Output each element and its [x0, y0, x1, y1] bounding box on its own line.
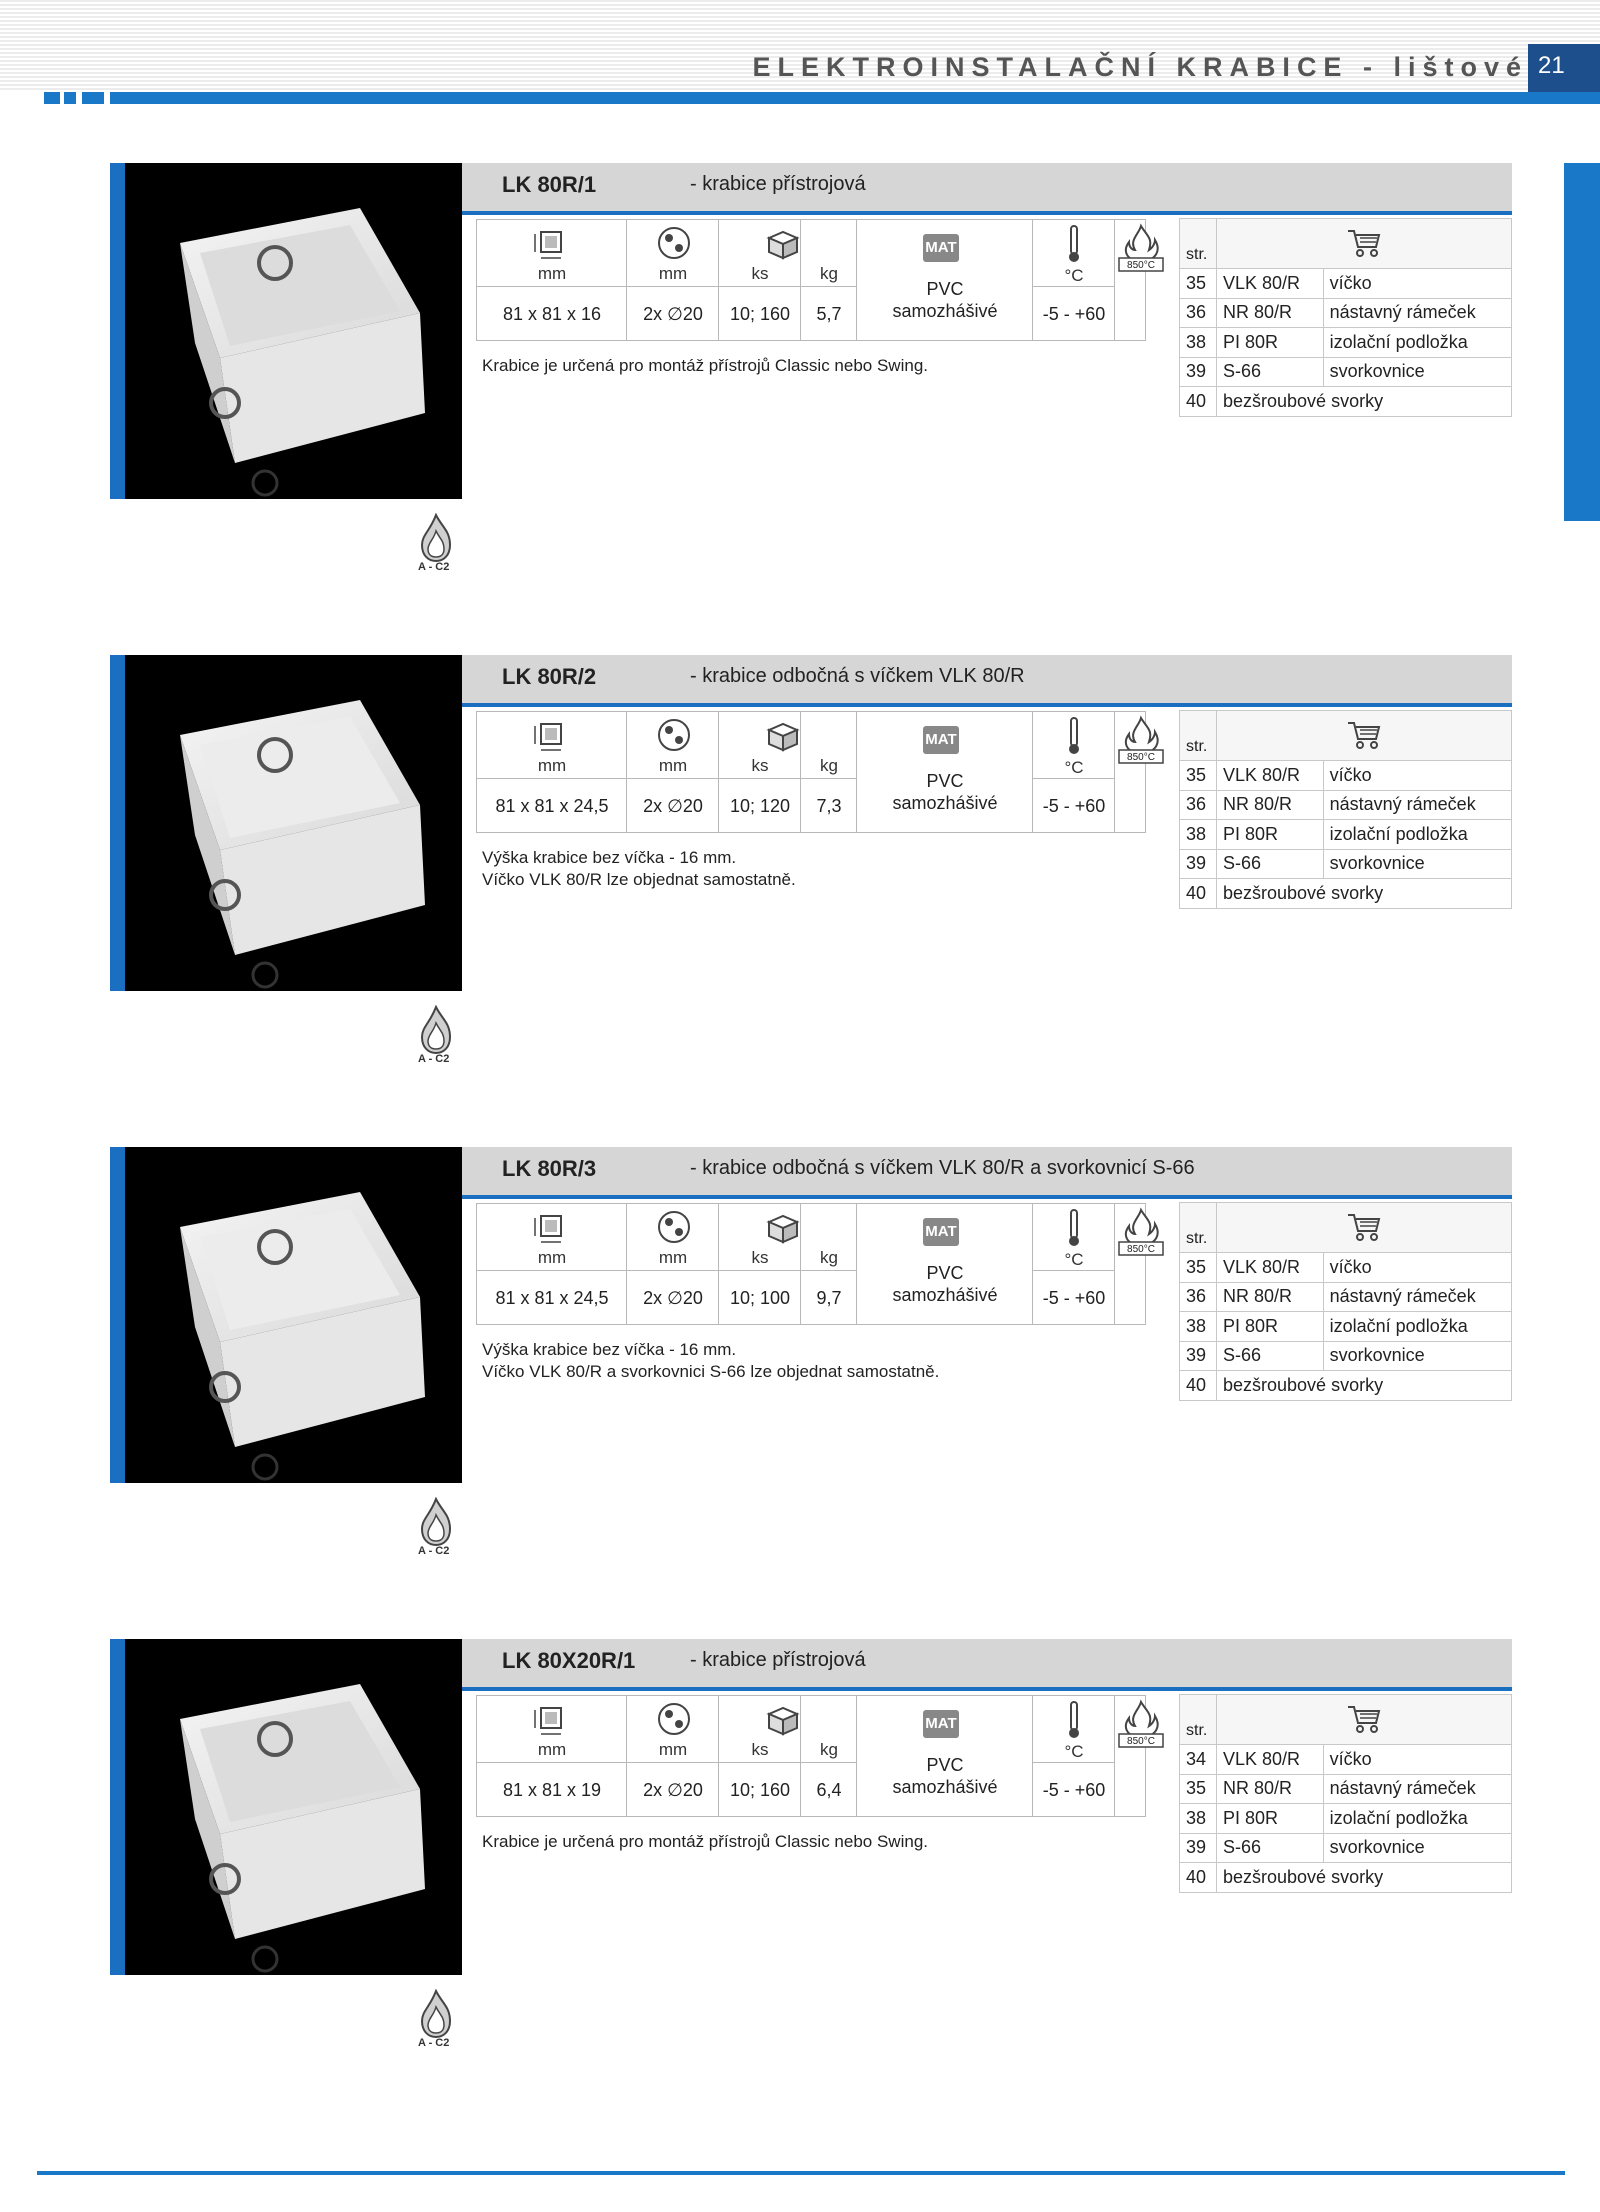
unit-label: °C [1064, 1250, 1084, 1269]
product-code: LK 80R/2 [502, 664, 597, 689]
spec-table [476, 219, 1155, 341]
accessory-code: VLK 80/R [1217, 1745, 1324, 1775]
fire-rating-label: 850°C [1127, 1736, 1155, 1747]
cable-entry-icon [657, 1210, 691, 1244]
accessory-row [1180, 790, 1512, 820]
product-photo [110, 163, 462, 499]
fire-rating-icon [1117, 1206, 1165, 1258]
unit-label: mm [658, 1740, 688, 1759]
accessory-name: svorkovnice [1323, 1341, 1511, 1371]
spec-table [476, 1695, 1155, 1817]
accessory-row [1180, 328, 1512, 358]
photo-accent-stripe [110, 163, 125, 499]
package-icon [763, 1210, 803, 1244]
unit-label: °C [1064, 266, 1084, 285]
material-value: PVC samozhášivé [892, 1263, 998, 1305]
entries-value: 2x ∅20 [643, 1780, 703, 1800]
accessory-code: NR 80/R [1217, 790, 1324, 820]
accessory-code: bezšroubové svorky [1217, 1371, 1512, 1401]
accessory-code: PI 80R [1217, 1804, 1324, 1834]
accessory-page: 35 [1180, 761, 1217, 791]
accessory-code: bezšroubové svorky [1217, 879, 1512, 909]
cable-entry-icon [657, 1702, 691, 1736]
accessory-page: 40 [1180, 1863, 1217, 1893]
accessory-code: S-66 [1217, 1833, 1324, 1863]
dimensions-icon [531, 228, 571, 262]
accessory-code: VLK 80/R [1217, 1253, 1324, 1283]
dimensions-value: 81 x 81 x 24,5 [495, 1288, 609, 1308]
accessory-name: víčko [1323, 761, 1511, 791]
product-description: - krabice odbočná s víčkem VLK 80/R a svorkovnicí S-66 [690, 1157, 1195, 1179]
accessory-name: nástavný rámeček [1323, 298, 1511, 328]
accessory-row [1180, 298, 1512, 328]
weight-value: 5,7 [816, 304, 842, 324]
unit-label: kg [820, 1740, 838, 1759]
accessory-code: NR 80/R [1217, 298, 1324, 328]
entries-value: 2x ∅20 [643, 1288, 703, 1308]
flammability-class: A - C2 [418, 2037, 450, 2049]
page-number: 21 [1528, 44, 1600, 92]
product-title-bar [462, 655, 1512, 707]
accessory-code: NR 80/R [1217, 1282, 1324, 1312]
accessory-name: víčko [1323, 1745, 1511, 1775]
shopping-cart-icon [1346, 227, 1382, 259]
unit-label: ks [751, 1248, 769, 1267]
header-decor-square [64, 92, 76, 104]
accessory-row [1180, 1371, 1512, 1401]
accessory-code: PI 80R [1217, 1312, 1324, 1342]
accessory-row [1180, 387, 1512, 417]
product-description: - krabice přístrojová [690, 173, 866, 195]
pack-value: 10; 160 [729, 304, 791, 324]
product-photo [110, 655, 462, 991]
accessory-name: svorkovnice [1323, 849, 1511, 879]
shopping-cart-icon [1346, 1703, 1382, 1735]
accessory-row [1180, 1833, 1512, 1863]
accessory-row [1180, 1745, 1512, 1775]
fire-rating-label: 850°C [1127, 1244, 1155, 1255]
dimensions-icon [531, 1704, 571, 1738]
unit-label: kg [820, 264, 838, 283]
accessory-code: S-66 [1217, 849, 1324, 879]
material-icon: MAT [923, 1710, 959, 1738]
accessory-row [1180, 1774, 1512, 1804]
accessory-name: izolační podložka [1323, 328, 1511, 358]
header-decor-square [82, 92, 104, 104]
shopping-cart-icon [1346, 1211, 1382, 1243]
accessory-name: svorkovnice [1323, 1833, 1511, 1863]
unit-label: ks [751, 756, 769, 775]
flammability-icon [416, 1497, 456, 1547]
accessory-code: VLK 80/R [1217, 761, 1324, 791]
material-value: PVC samozhášivé [892, 279, 998, 321]
accessory-code: S-66 [1217, 357, 1324, 387]
cable-entry-icon [657, 718, 691, 752]
spec-table [476, 1203, 1155, 1325]
accessories-table [1179, 1202, 1512, 1401]
pack-value: 10; 120 [729, 796, 791, 816]
flammability-class: A - C2 [418, 1545, 450, 1557]
accessories-table [1179, 1694, 1512, 1893]
spec-table [476, 711, 1155, 833]
unit-label: mm [537, 1740, 567, 1759]
fire-rating-label: 850°C [1127, 752, 1155, 763]
unit-label: mm [537, 756, 567, 775]
accessory-name: izolační podložka [1323, 1804, 1511, 1834]
accessory-page: 35 [1180, 1253, 1217, 1283]
accessory-page: 38 [1180, 328, 1217, 358]
accessory-code: VLK 80/R [1217, 269, 1324, 299]
footer-rule [37, 2171, 1565, 2175]
flammability-icon [416, 513, 456, 563]
thermometer-icon [1065, 1700, 1083, 1740]
accessory-page: 39 [1180, 1341, 1217, 1371]
unit-label: kg [820, 756, 838, 775]
flammability-class: A - C2 [418, 561, 450, 573]
temperature-value: -5 - +60 [1042, 304, 1106, 324]
accessory-page: 39 [1180, 1833, 1217, 1863]
accessories-header-page: str. [1180, 219, 1217, 269]
product-photo [110, 1639, 462, 1975]
accessory-page: 40 [1180, 1371, 1217, 1401]
unit-label: mm [537, 1248, 567, 1267]
product-note: Víčko VLK 80/R a svorkovnici S-66 lze objednat samostatně. [482, 1362, 940, 1381]
flammability-icon [416, 1005, 456, 1055]
header-rule [110, 92, 1600, 104]
fire-rating-icon [1117, 1698, 1165, 1750]
accessory-page: 35 [1180, 1774, 1217, 1804]
accessory-row [1180, 1253, 1512, 1283]
product-note: Výška krabice bez víčka - 16 mm. [482, 1340, 737, 1359]
accessory-row [1180, 1312, 1512, 1342]
product-box-image [125, 1147, 462, 1483]
weight-value: 7,3 [816, 796, 842, 816]
product-block [0, 1639, 1600, 2109]
material-icon: MAT [923, 726, 959, 754]
dimensions-icon [531, 720, 571, 754]
temperature-value: -5 - +60 [1042, 1780, 1106, 1800]
shopping-cart-icon [1346, 719, 1382, 751]
material-value: PVC samozhášivé [892, 771, 998, 813]
accessory-row [1180, 849, 1512, 879]
material-icon: MAT [923, 234, 959, 262]
product-block [0, 163, 1600, 633]
product-note: Víčko VLK 80/R lze objednat samostatně. [482, 870, 796, 889]
accessory-code: PI 80R [1217, 328, 1324, 358]
entries-value: 2x ∅20 [643, 796, 703, 816]
accessory-row [1180, 820, 1512, 850]
thermometer-icon [1065, 1208, 1083, 1248]
fire-rating-icon [1117, 714, 1165, 766]
dimensions-value: 81 x 81 x 16 [502, 304, 602, 324]
accessory-name: víčko [1323, 269, 1511, 299]
accessory-name: izolační podložka [1323, 820, 1511, 850]
accessories-table [1179, 710, 1512, 909]
fire-rating-icon [1117, 222, 1165, 274]
accessory-page: 36 [1180, 790, 1217, 820]
product-title-bar [462, 1639, 1512, 1691]
accessory-page: 35 [1180, 269, 1217, 299]
accessory-page: 39 [1180, 357, 1217, 387]
accessory-row [1180, 1282, 1512, 1312]
product-box-image [125, 655, 462, 991]
dimensions-value: 81 x 81 x 24,5 [495, 796, 609, 816]
product-description: - krabice odbočná s víčkem VLK 80/R [690, 665, 1025, 687]
product-note: Krabice je určená pro montáž přístrojů Classic nebo Swing. [482, 1832, 928, 1851]
package-icon [763, 226, 803, 260]
accessory-code: PI 80R [1217, 820, 1324, 850]
product-note: Výška krabice bez víčka - 16 mm. [482, 848, 737, 867]
accessory-page: 36 [1180, 1282, 1217, 1312]
accessory-row [1180, 879, 1512, 909]
weight-value: 9,7 [816, 1288, 842, 1308]
accessories-table [1179, 218, 1512, 417]
accessory-page: 38 [1180, 1804, 1217, 1834]
accessory-name: nástavný rámeček [1323, 1282, 1511, 1312]
accessory-name: nástavný rámeček [1323, 790, 1511, 820]
unit-label: mm [658, 264, 688, 283]
accessory-page: 39 [1180, 849, 1217, 879]
dimensions-icon [531, 1212, 571, 1246]
product-block [0, 655, 1600, 1125]
fire-rating-label: 850°C [1127, 260, 1155, 271]
product-block [0, 1147, 1600, 1617]
material-value: PVC samozhášivé [892, 1755, 998, 1797]
product-description: - krabice přístrojová [690, 1649, 866, 1671]
accessory-name: svorkovnice [1323, 357, 1511, 387]
product-title-bar [462, 1147, 1512, 1199]
accessory-page: 40 [1180, 879, 1217, 909]
accessory-code: bezšroubové svorky [1217, 1863, 1512, 1893]
weight-value: 6,4 [816, 1780, 842, 1800]
entries-value: 2x ∅20 [643, 304, 703, 324]
thermometer-icon [1065, 224, 1083, 264]
accessory-row [1180, 761, 1512, 791]
accessory-name: nástavný rámeček [1323, 1774, 1511, 1804]
unit-label: ks [751, 1740, 769, 1759]
accessory-code: NR 80/R [1217, 1774, 1324, 1804]
package-icon [763, 718, 803, 752]
accessory-page: 40 [1180, 387, 1217, 417]
accessory-page: 34 [1180, 1745, 1217, 1775]
product-code: LK 80R/3 [502, 1156, 597, 1181]
flammability-icon [416, 1989, 456, 2039]
package-icon [763, 1702, 803, 1736]
flammability-class: A - C2 [418, 1053, 450, 1065]
header-decor-square [44, 92, 60, 104]
accessory-page: 38 [1180, 1312, 1217, 1342]
unit-label: mm [658, 1248, 688, 1267]
product-note: Krabice je určená pro montáž přístrojů Classic nebo Swing. [482, 356, 928, 375]
product-code: LK 80X20R/1 [502, 1648, 636, 1673]
unit-label: mm [537, 264, 567, 283]
photo-accent-stripe [110, 1639, 125, 1975]
accessory-name: víčko [1323, 1253, 1511, 1283]
material-icon: MAT [923, 1218, 959, 1246]
dimensions-value: 81 x 81 x 19 [502, 1780, 602, 1800]
unit-label: °C [1064, 1742, 1084, 1761]
pack-value: 10; 100 [729, 1288, 791, 1308]
accessory-row [1180, 357, 1512, 387]
thermometer-icon [1065, 716, 1083, 756]
accessory-code: S-66 [1217, 1341, 1324, 1371]
product-code: LK 80R/1 [502, 172, 597, 197]
product-box-image [125, 1639, 462, 1975]
page-title: ELEKTROINSTALAČNÍ KRABICE - lištové [752, 52, 1528, 82]
accessory-row [1180, 1341, 1512, 1371]
unit-label: °C [1064, 758, 1084, 777]
temperature-value: -5 - +60 [1042, 1288, 1106, 1308]
accessory-row [1180, 1863, 1512, 1893]
accessory-name: izolační podložka [1323, 1312, 1511, 1342]
accessory-page: 38 [1180, 820, 1217, 850]
product-photo [110, 1147, 462, 1483]
product-title-bar [462, 163, 1512, 215]
photo-accent-stripe [110, 655, 125, 991]
temperature-value: -5 - +60 [1042, 796, 1106, 816]
accessories-header-page: str. [1180, 1203, 1217, 1253]
accessories-header-page: str. [1180, 1695, 1217, 1745]
photo-accent-stripe [110, 1147, 125, 1483]
accessory-code: bezšroubové svorky [1217, 387, 1512, 417]
pack-value: 10; 160 [729, 1780, 791, 1800]
unit-label: kg [820, 1248, 838, 1267]
unit-label: ks [751, 264, 769, 283]
product-box-image [125, 163, 462, 499]
accessory-row [1180, 1804, 1512, 1834]
accessory-row [1180, 269, 1512, 299]
accessory-page: 36 [1180, 298, 1217, 328]
unit-label: mm [658, 756, 688, 775]
accessories-header-page: str. [1180, 711, 1217, 761]
cable-entry-icon [657, 226, 691, 260]
